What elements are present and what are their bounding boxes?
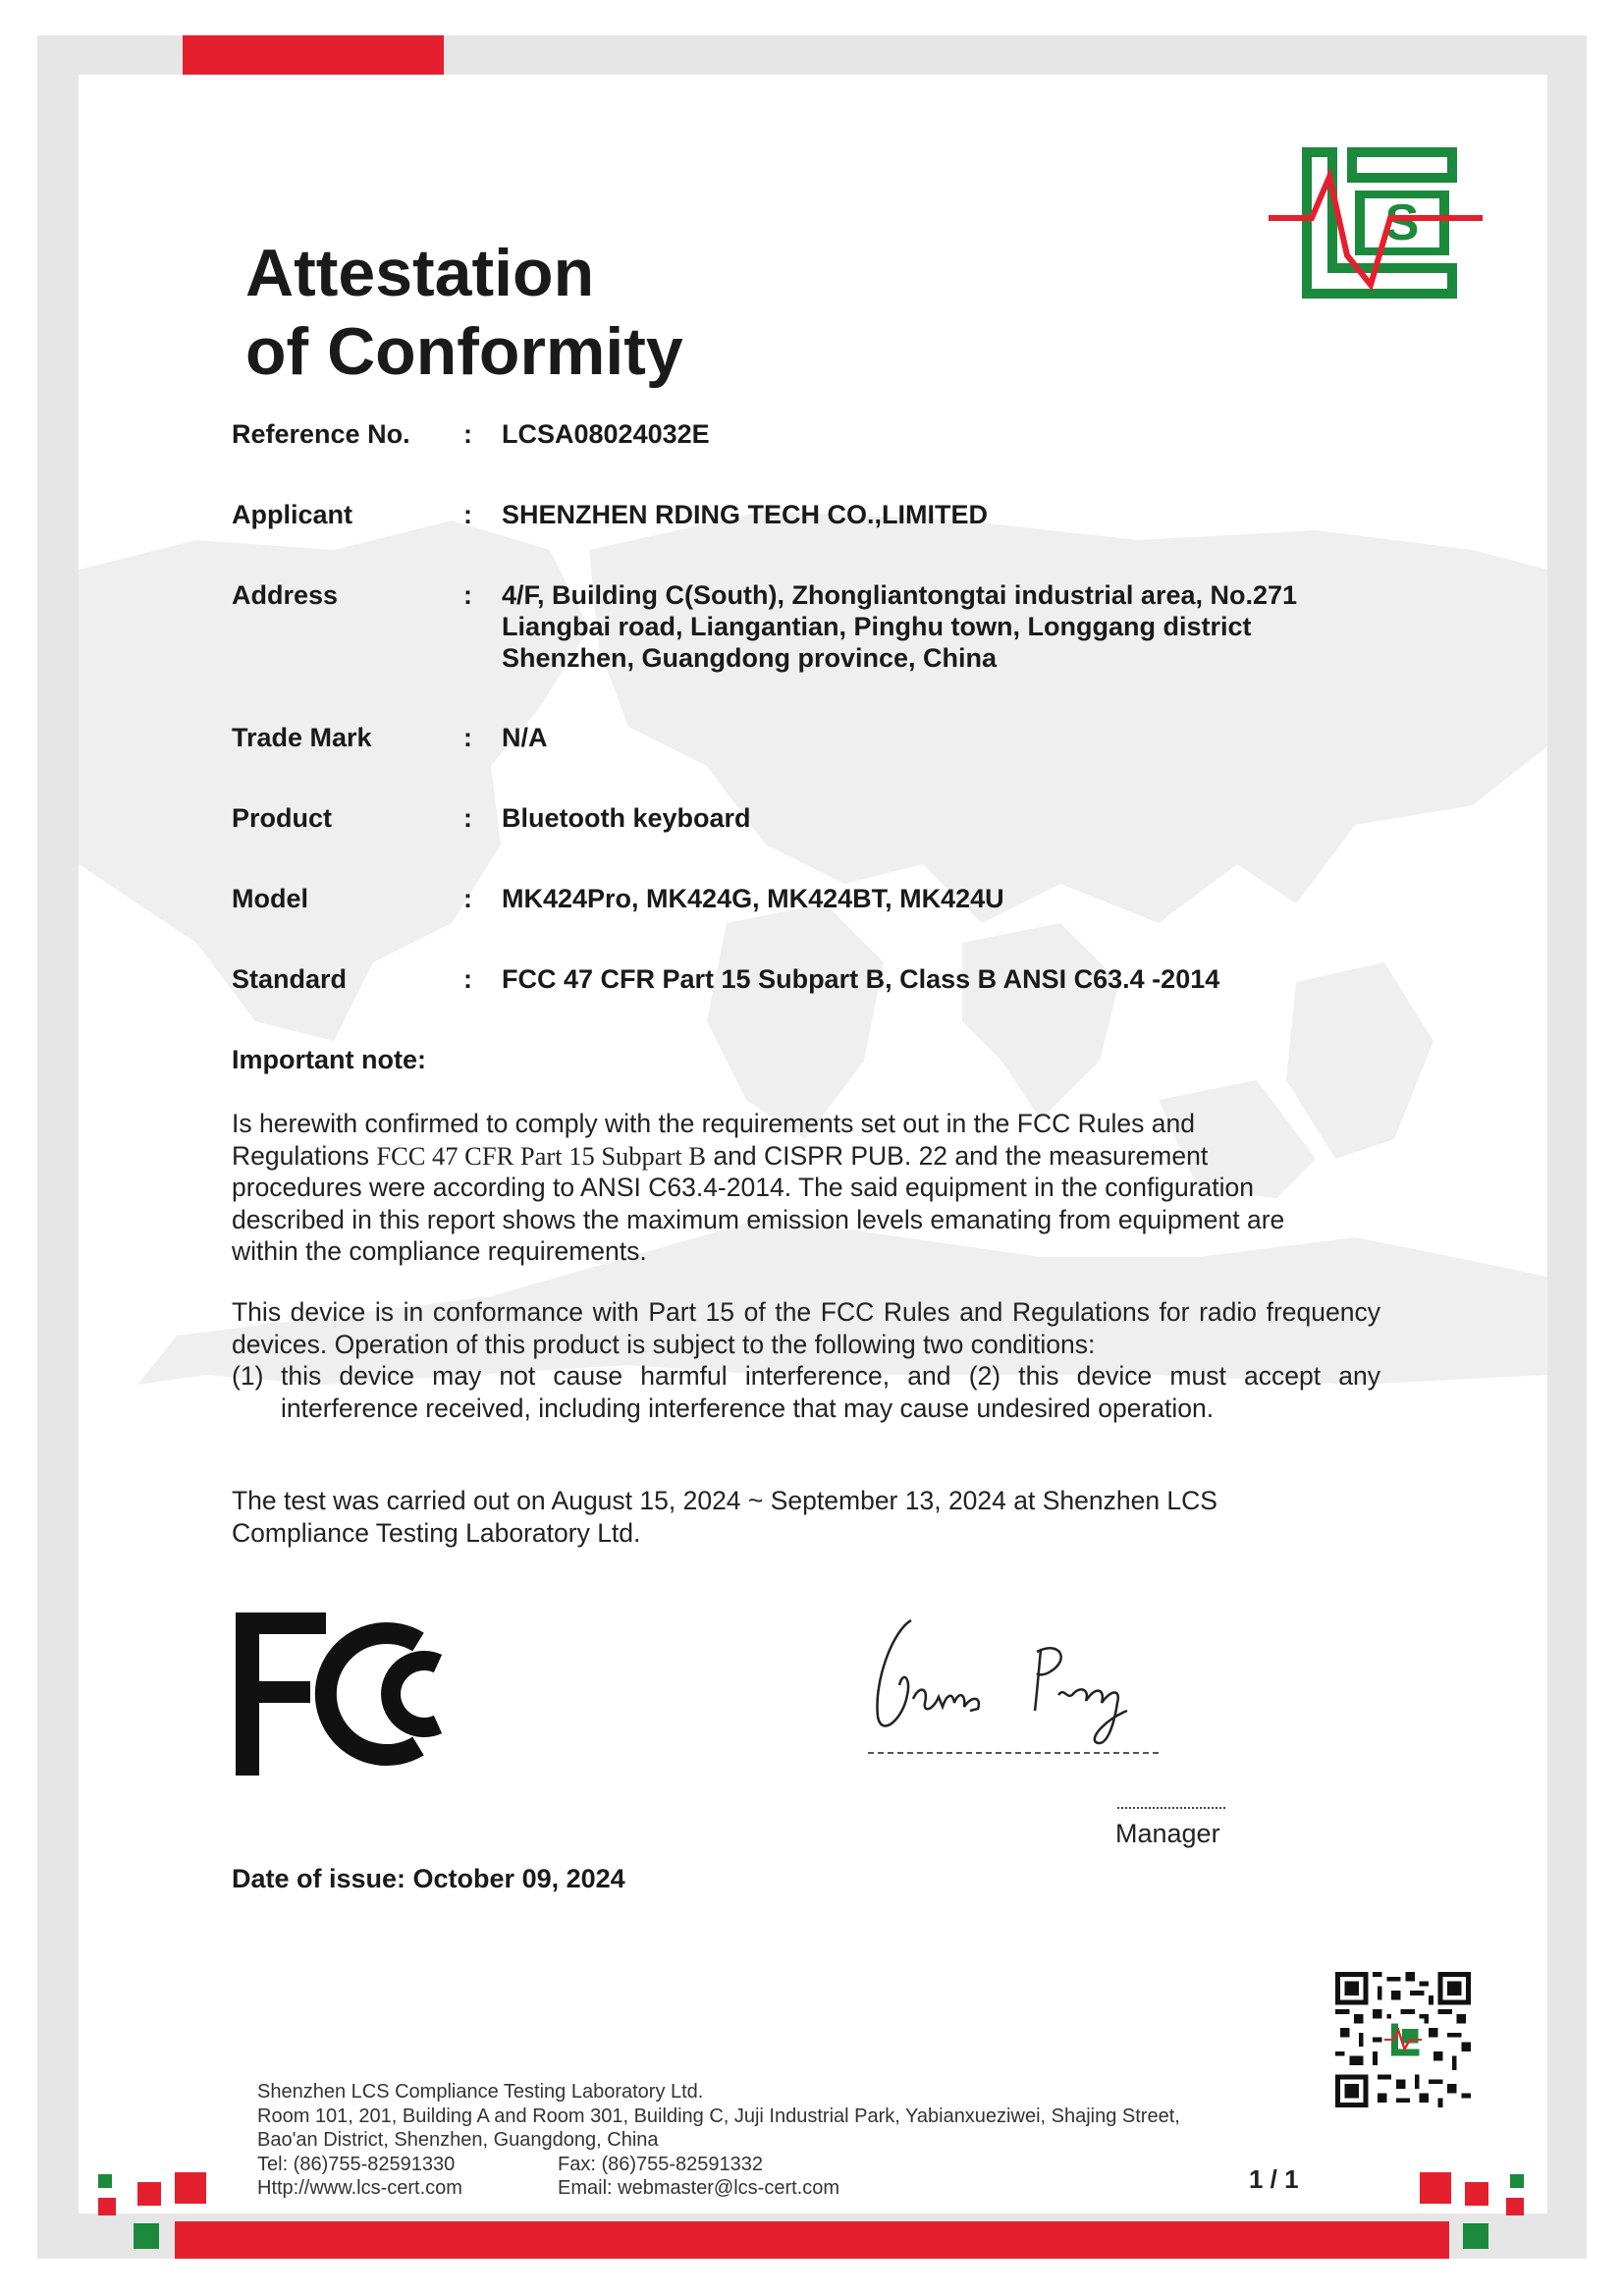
paragraph-text: Regulations — [232, 1140, 377, 1171]
field-value: LCSA08024032E — [502, 419, 710, 449]
manager-label: Manager — [1115, 1819, 1220, 1848]
paragraph-line: within the compliance requirements. — [232, 1236, 647, 1266]
footer-website-link[interactable]: Http://www.lcs-cert.com — [257, 2177, 462, 2199]
qr-code — [1335, 1972, 1471, 2107]
paragraph-text: and CISPR PUB. 22 and the measurement — [706, 1140, 1209, 1171]
footer-email-link[interactable]: Email: webmaster@lcs-cert.com — [558, 2177, 840, 2199]
field-value-line-1: 4/F, Building C(South), Zhongliantongtai industrial area, No.271 — [502, 580, 1298, 610]
field-colon: : — [463, 580, 472, 610]
page-number: 1 / 1 — [1249, 2164, 1299, 2194]
field-value: MK424Pro, MK424G, MK424BT, MK424U — [502, 884, 1004, 913]
red-footer-bar — [175, 2221, 1449, 2259]
footer-address-line-1: Room 101, 201, Building A and Room 301, Building C, Juji Industrial Park, Yabianxueziwei, Shajing Street, — [257, 2105, 1180, 2127]
note-paragraph-3 — [232, 1485, 1380, 1549]
corner-square — [1506, 2198, 1524, 2215]
important-note-heading: Important note: — [232, 1045, 426, 1074]
field-colon: : — [463, 419, 472, 449]
fcc-logo — [236, 1613, 458, 1776]
footer-phone-row — [257, 2153, 1180, 2177]
note-paragraph-2 — [232, 1296, 1380, 1424]
title-line-1: Attestation — [245, 236, 595, 310]
field-value-line-3: Shenzhen, Guangdong province, China — [502, 643, 998, 673]
footer-company: Shenzhen LCS Compliance Testing Laboratory Ltd. — [257, 2081, 704, 2103]
lcs-logo — [1269, 137, 1483, 312]
corner-square — [137, 2182, 161, 2206]
field-value: FCC 47 CFR Part 15 Subpart B, Class B ANSI C63.4 -2014 — [502, 964, 1220, 994]
corner-square — [1420, 2172, 1451, 2204]
date-of-issue: Date of issue: October 09, 2024 — [232, 1864, 625, 1893]
svg-text:S: S — [1384, 194, 1420, 251]
corner-square — [175, 2172, 206, 2204]
corner-square — [1465, 2182, 1488, 2206]
field-label: Trade Mark — [232, 723, 372, 752]
paragraph-line — [232, 1140, 1380, 1173]
footer-contact — [257, 2080, 1180, 2201]
signature-line — [868, 1752, 1159, 1754]
footer-web-row — [257, 2176, 1180, 2201]
field-value: SHENZHEN RDING TECH CO.,LIMITED — [502, 500, 989, 529]
manager-dotted-line — [1117, 1807, 1225, 1809]
field-value: N/A — [502, 723, 548, 752]
field-label: Standard — [232, 964, 348, 994]
footer-address-line-2: Bao'an District, Shenzhen, Guangdong, China — [257, 2129, 659, 2151]
corner-square — [1463, 2223, 1488, 2249]
footer-tel: Tel: (86)755-82591330 — [257, 2153, 456, 2175]
document-title — [245, 234, 683, 391]
field-value-line-2: Liangbai road, Liangantian, Pinghu town, Longgang district — [502, 612, 1252, 641]
field-colon: : — [463, 964, 472, 994]
note-paragraph-1 — [232, 1108, 1380, 1268]
field-value: Bluetooth keyboard — [502, 803, 751, 833]
field-colon: : — [463, 884, 472, 913]
field-colon: : — [463, 723, 472, 752]
corner-square — [98, 2174, 112, 2188]
red-header-tab — [183, 35, 444, 75]
paragraph-text-serif: FCC 47 CFR Part 15 Subpart B — [376, 1140, 707, 1171]
corner-square — [134, 2223, 159, 2249]
field-colon: : — [463, 500, 472, 529]
condition-number: (1) — [232, 1361, 264, 1391]
paragraph-line: Compliance Testing Laboratory Ltd. — [232, 1517, 641, 1548]
paragraph-line: Is herewith confirmed to comply with the requirements set out in the FCC Rules and — [232, 1109, 1195, 1138]
condition-text: this device may not cause harmful interference, and (2) this device must accept any interference received, including interference that may cause undesired operation. — [281, 1361, 1380, 1423]
condition-item — [232, 1360, 1380, 1424]
title-line-2: of Conformity — [245, 314, 683, 389]
paragraph-line: procedures were according to ANSI C63.4-2014. The said equipment in the configuration — [232, 1173, 1255, 1202]
field-label: Reference No. — [232, 419, 410, 449]
manager-signature — [864, 1601, 1168, 1748]
paragraph-line: The test was carried out on August 15, 2024 ~ September 13, 2024 at Shenzhen LCS — [232, 1486, 1217, 1515]
field-colon: : — [463, 803, 472, 833]
corner-square — [98, 2198, 116, 2215]
field-label: Applicant — [232, 500, 353, 529]
paragraph-line: described in this report shows the maximum emission levels emanating from equipment are — [232, 1204, 1285, 1234]
field-label: Model — [232, 884, 308, 913]
footer-fax: Fax: (86)755-82591332 — [558, 2153, 764, 2175]
corner-square — [1510, 2174, 1524, 2188]
field-label: Product — [232, 803, 333, 833]
paragraph-text: This device is in conformance with Part 15 of the FCC Rules and Regulations for radio frequency devices. Operation of this product is subject to the following two conditions: — [232, 1297, 1380, 1359]
field-label: Address — [232, 580, 339, 610]
